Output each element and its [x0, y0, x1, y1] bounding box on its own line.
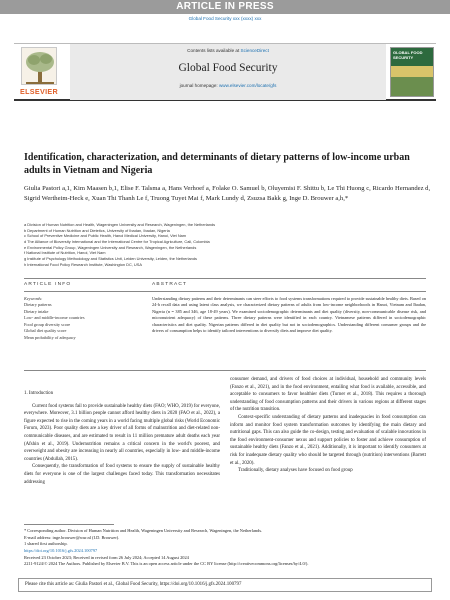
section-heading: 1. Introduction	[24, 391, 54, 396]
elsevier-wordmark: ELSEVIER	[20, 87, 58, 96]
affiliation-item: d The Alliance of Bioversity International and the International Centre for Tropical Agriculture, Cali, Colombia	[24, 238, 210, 244]
cover-title: GLOBAL FOOD SECURITY	[393, 50, 423, 60]
footnotes	[24, 528, 426, 548]
journal-title: Global Food Security	[178, 62, 278, 74]
keyword-item: Dietary intake	[24, 308, 49, 314]
keyword-item: Low- and middle-income countries	[24, 315, 85, 321]
journal-homepage-link[interactable]: www.elsevier.com/locate/gfs	[218, 83, 277, 88]
keyword-item: Dietary patterns	[24, 302, 52, 308]
journal-masthead	[70, 44, 386, 100]
divider	[24, 370, 426, 371]
divider	[24, 278, 426, 279]
keywords-block	[24, 296, 142, 341]
affiliation-item: c School of Preventive Medicine and Public Health, Hanoi Medical University, Hanoi, Viet Nam	[24, 233, 187, 239]
license-text: 2211-9124/© 2024 The Authors. Published by Elsevier B.V. This is an open access article under the CC BY license (http://creativecommons.org/licenses/by/4.0/).	[24, 561, 309, 567]
affiliation-item: h International Food Policy Research Institute, Washington DC, USA	[24, 261, 142, 267]
elsevier-tree-icon	[21, 47, 57, 85]
affiliation-item: a Division of Human Nutrition and Health, Wageningen University and Research, Wageningen, the Netherlands	[24, 222, 216, 227]
divider	[24, 291, 426, 292]
sciencedirect-link[interactable]: ScienceDirect	[240, 48, 269, 53]
elsevier-logo[interactable]	[16, 47, 62, 99]
keyword-item: Mean probability of adequacy	[24, 334, 76, 340]
author-list: Giulia Pastori a,1, Kim Maasen b,1, Elise F. Talsma a, Hans Verhoef a, Folake O. Samuel b, Oluyemisi F. Shittu b, Le Thi Huong c, Ricardo Hernandez d, Sigrid Wertheim-Heck e, Xuan Thi Thanh Le f, Truong Tuyet Mai f, Mark Lundy d, Zsuzsa Bakk g, Inge D. Brouwer a,h,*	[24, 185, 431, 202]
body-column-left	[24, 390, 220, 486]
homepage-prefix: journal homepage:	[179, 83, 219, 88]
journal-header	[14, 43, 436, 101]
body-paragraph: Traditionally, dietary analyses have focused on food group	[238, 468, 353, 474]
article-info-heading: ARTICLE INFO	[24, 282, 72, 287]
body-paragraph: consumer demand, and drivers of food choices at individual, household and community levels (Fanzo et al., 2021), and in the food environment, entailing what food is available, accessible, and acceptable to consumers to favor healthier diets (Turner et al., 2018). This requires a thorough understanding of food consumption patterns and their drivers in various regions at different stages of the nutrition transition.	[230, 377, 426, 413]
affiliations	[24, 222, 434, 267]
abstract-text: Understanding dietary patterns and their determinants can steer efforts to food systems transformations required to provide sustainable healthy diets. Based on 24-h recall data and using latent class analysis, we characterized dietary patterns of adults from low-income neighborhoods in Hanoi, Vietnam and Ibadan, Nigeria (n = 385 and 346, age 18-49 years). We examined sociodemographic determinants and diet quality (diversity, non-communicable disease risk, and micronutrient adequacy) of these patterns. Three dietary patterns were identified in each country. Vietnamese patterns differed in sociodemographic characteristics and diet quality. Nigerian patterns differed in diet quality but not in sociodemographics. Understanding different consumer groups and the drivers of consumption helps to identify tailored interventions to diversify diets and improve diet quality.	[152, 296, 426, 334]
keyword-item: Food group diversity score	[24, 321, 71, 327]
body-paragraph: Current food systems fail to provide sustainable healthy diets (FAO; WHO, 2019) for everyone, everywhere. Moreover, 3.1 billion people cannot afford healthy diets in 2020 (FAO et al., 2022), a figure expected to rise in the coming years in a world facing multiple global risks (World Economic Forum, 2023). Poor quality diets are a key driver of all forms of malnutrition and diet-related non-communicable diseases, and are estimated to result in 11 million premature adult deaths each year (Afshin et al., 2019). Undernutrition remains a critical concern in the world's poorest, and overweight and obesity are increasing in nearly all countries, especially in low- and middle-income countries (Abdullah, 2015).	[24, 403, 220, 462]
received-dates: Received 23 October 2023; Received in revised form 26 July 2024; Accepted 14 August 2024	[24, 554, 189, 560]
footnote-item: 1 shared first authorship.	[24, 541, 68, 547]
body-paragraph: Context-specific understanding of dietary patterns and inadequacies in food consumption can inform and monitor food system transformation outcomes by identifying the main dietary and nutritional gaps. This can also guide the co-design, testing and evaluation of scalable innovations in the food environment-consumer nexus and support policies to foster and achieve consumption of sustainable healthy diets (Fanzo et al., 2021). Additionally, it is important to identify consumers at risk for inadequate dietary quality who should be targeted through (nutrition) interventions (Barrett et al., 2020).	[230, 414, 426, 466]
affiliation-item: f National Institute of Nutrition, Hanoi, Viet Nam	[24, 250, 106, 256]
journal-homepage-line	[70, 83, 386, 88]
article-title: Identification, characterization, and determinants of dietary patterns of low-income urban adults in Vietnam and Nigeria	[24, 152, 410, 176]
contents-prefix: Contents lists available at	[187, 48, 241, 53]
doi-link[interactable]: https://doi.org/10.1016/j.gfs.2024.100797	[24, 548, 98, 553]
keywords-title: Keywords:	[24, 296, 43, 301]
journal-reference[interactable]: Global Food Security xxx (xxxx) xxx	[188, 16, 262, 21]
keyword-item: Global diet quality score	[24, 328, 67, 334]
body-paragraph: Consequently, the transformation of food systems to ensure the supply of sustainable healthy diets for everyone is one of the largest challenges faced today. This transformation necessitates addressing	[24, 464, 220, 485]
article-in-press-banner: ARTICLE IN PRESS	[0, 0, 450, 14]
body-column-right	[230, 376, 426, 475]
affiliation-item: b Department of Human Nutrition and Dietetics, University of Ibadan, Ibadan, Nigeria	[24, 227, 170, 233]
contents-line	[70, 48, 386, 53]
affiliation-item: e Environmental Policy Group, Wageningen University and Research, Wageningen, the Netherlands	[24, 244, 197, 250]
affiliation-item: g Institute of Psychology Methodology and Statistics Unit, Leiden University, Leiden, the Netherlands	[24, 255, 197, 261]
cite-this-article-box: Please cite this article as: Giulia Pastori et al., Global Food Security, https://doi.org/10.1016/j.gfs.2024.100797	[18, 578, 432, 592]
abstract-heading: ABSTRACT	[152, 282, 188, 287]
article-metadata	[24, 548, 426, 568]
journal-cover-thumbnail[interactable]	[390, 47, 434, 97]
footnote-item: * Corresponding author. Division of Human Nutrition and Health, Wageningen University and Research, Wageningen, the Netherlands.	[24, 528, 263, 533]
footnote-email[interactable]: E-mail address: inge.brouwer@wur.nl (I.D. Brouwer).	[24, 534, 120, 540]
footnote-divider	[24, 524, 114, 525]
